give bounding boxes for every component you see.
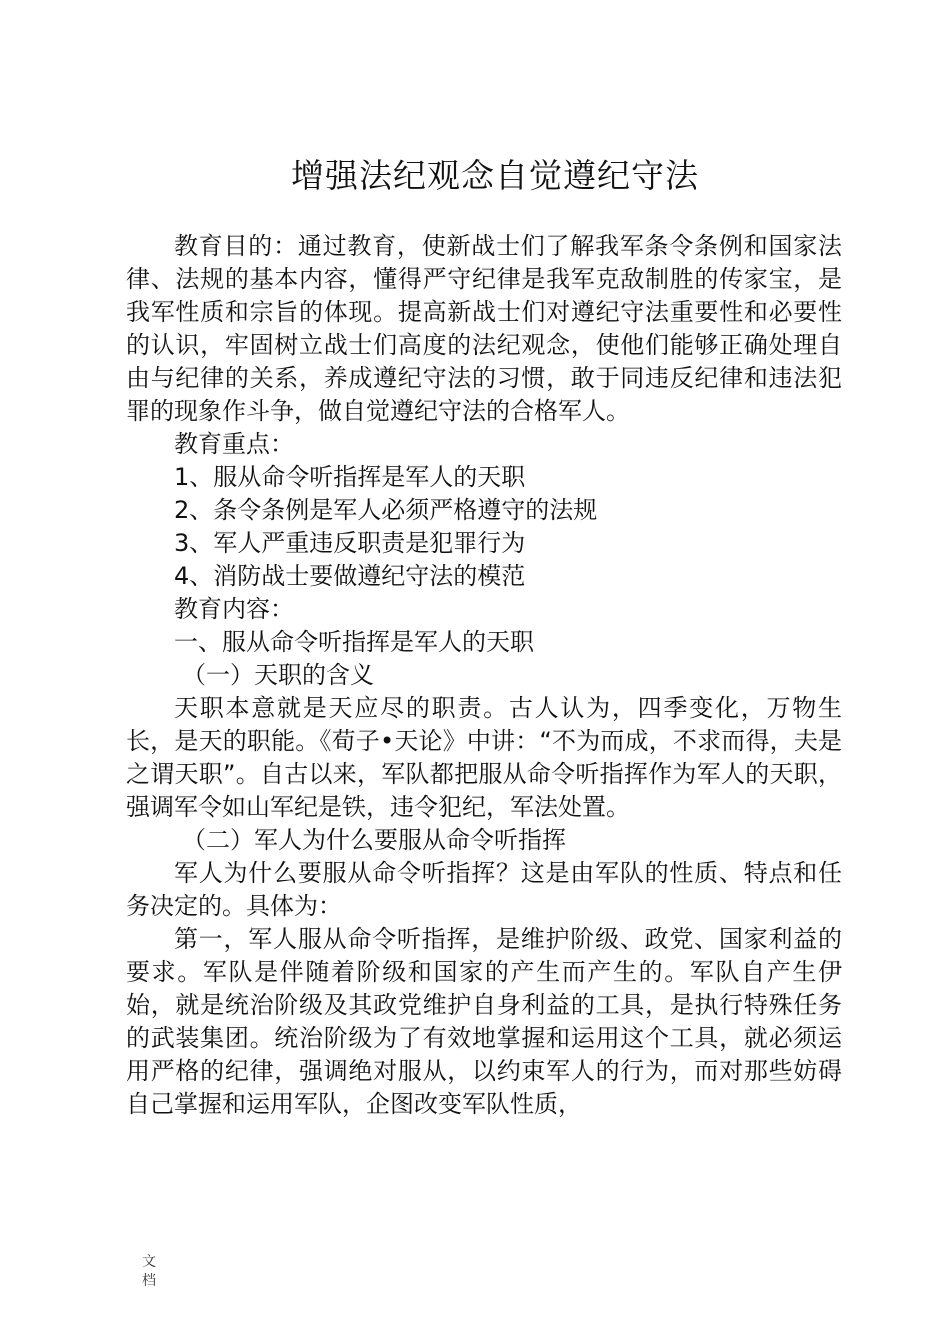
heading-focus: 教育重点： [174, 430, 294, 458]
section-heading: 一、服从命令听指挥是军人的天职 [174, 628, 534, 656]
heading-content: 教育内容： [174, 595, 294, 623]
paragraph-reason: 军人为什么要服从命令听指挥？这是由军队的性质、特点和任务决定的。具体为： [126, 859, 842, 920]
paragraph-purpose: 教育目的：通过教育，使新战士们了解我军条令条例和国家法律、法规的基本内容，懂得严守纪律是我军克敌制胜的传家宝，是我军性质和宗旨的体现。提高新战士们对遵纪守法重要性和必要性的认识，牢固树立战士们高度的法纪观念，使他们能够正确处理自由与纪律的关系，养成遵纪守法的习惯，敢于同违反纪律和违法犯罪的现象作斗争，做自觉遵纪守法的合格军人。 [126, 232, 842, 425]
subsection-heading: （二）军人为什么要服从命令听指挥 [182, 826, 566, 854]
list-item: 2、条令条例是军人必须严格遵守的法规 [174, 496, 598, 524]
document-title: 增强法纪观念自觉遵纪守法 [291, 156, 699, 195]
subsection-heading: （一）天职的含义 [182, 661, 374, 689]
list-item: 1、服从命令听指挥是军人的天职 [174, 463, 526, 491]
paragraph-definition: 天职本意就是天应尽的职责。古人认为，四季变化，万物生长，是天的职能。《荀子•天论》中讲：“不为而成，不求而得，夫是之谓天职”。自古以来，军队都把服从命令听指挥作为军人的天职，强调军令如山军纪是铁，违令犯纪，军法处置。 [126, 694, 842, 821]
paragraph-first-point: 第一，军人服从命令听指挥，是维护阶级、政党、国家利益的要求。军队是伴随着阶级和国家的产生而产生的。军队自产生伊始，就是统治阶级及其政党维护自身利益的工具，是执行特殊任务的武装集团。统治阶级为了有效地掌握和运用这个工具，就必须运用严格的纪律，强调绝对服从，以约束军人的行为，而对那些妨碍自己掌握和运用军队，企图改变军队性质， [126, 925, 842, 1118]
footer-char: 文 [142, 1254, 156, 1270]
document-body [126, 230, 842, 1121]
footer-char: 档 [142, 1273, 156, 1289]
page-footer-label [139, 1253, 159, 1291]
list-item: 4、消防战士要做遵纪守法的模范 [174, 562, 526, 590]
list-item: 3、军人严重违反职责是犯罪行为 [174, 529, 526, 557]
